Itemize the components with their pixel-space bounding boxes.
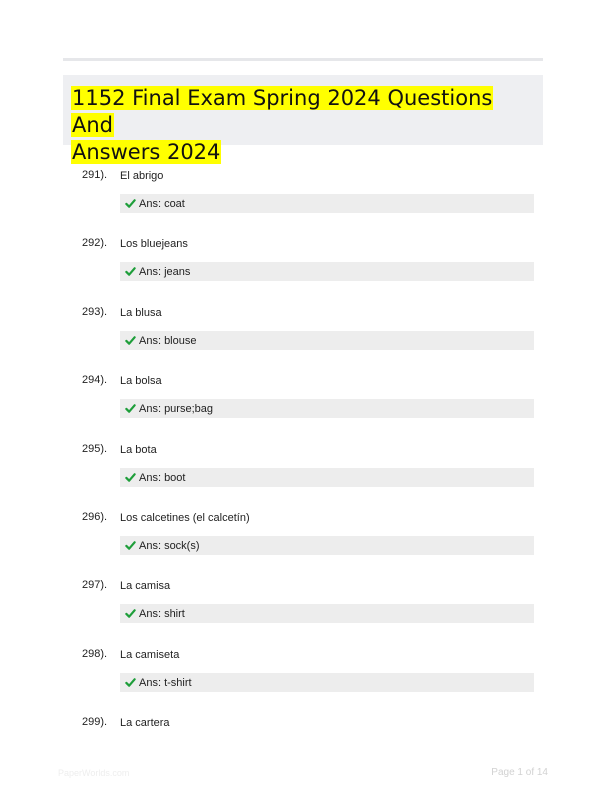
answer-box [120,194,534,213]
question-item [0,373,606,441]
checkmark-icon [125,472,136,483]
question-prompt: La bota [120,444,157,456]
question-number: 295). [82,443,108,455]
checkmark-icon [125,335,136,346]
question-number: 297). [82,579,108,591]
checkmark-icon [125,540,136,551]
question-prompt: La cartera [120,717,170,729]
question-prompt: Los calcetines (el calcetín) [120,512,250,524]
answer-box [120,604,534,623]
question-prompt: La bolsa [120,375,162,387]
answer-text: Ans: shirt [139,607,185,620]
question-number: 292). [82,237,108,249]
title-line-1: 1152 Final Exam Spring 2024 Questions And [72,86,493,137]
checkmark-icon [125,677,136,688]
answer-text: Ans: sock(s) [139,539,200,552]
document-title [71,85,535,166]
answer-text: Ans: t-shirt [139,676,192,689]
checkmark-icon [125,608,136,619]
title-line-2: Answers 2024 [72,140,221,164]
question-prompt: Los bluejeans [120,238,188,250]
answer-box [120,468,534,487]
top-divider [63,58,543,61]
question-number: 299). [82,716,108,728]
answer-text: Ans: boot [139,471,186,484]
checkmark-icon [125,403,136,414]
checkmark-icon [125,198,136,209]
question-item [0,236,606,304]
answer-box [120,331,534,350]
question-item [0,647,606,715]
question-prompt: El abrigo [120,170,164,182]
answer-text: Ans: purse;bag [139,402,213,415]
question-item [0,510,606,578]
question-item [0,305,606,373]
answer-box [120,536,534,555]
question-number: 293). [82,306,108,318]
answer-box [120,262,534,281]
answer-text: Ans: jeans [139,265,191,278]
answer-text: Ans: coat [139,197,185,210]
answer-box [120,399,534,418]
question-item [0,168,606,236]
title-banner [63,75,543,164]
footer-watermark: PaperWorlds.com [58,768,130,778]
page-indicator: Page 1 of 14 [491,767,548,778]
question-item [0,578,606,646]
question-number: 291). [82,169,108,181]
question-prompt: La camiseta [120,649,180,661]
question-number: 296). [82,511,108,523]
question-prompt: La blusa [120,307,162,319]
question-number: 294). [82,374,108,386]
question-prompt: La camisa [120,580,171,592]
question-number: 298). [82,648,108,660]
answer-box [120,673,534,692]
checkmark-icon [125,266,136,277]
answer-text: Ans: blouse [139,334,197,347]
question-item [0,442,606,510]
